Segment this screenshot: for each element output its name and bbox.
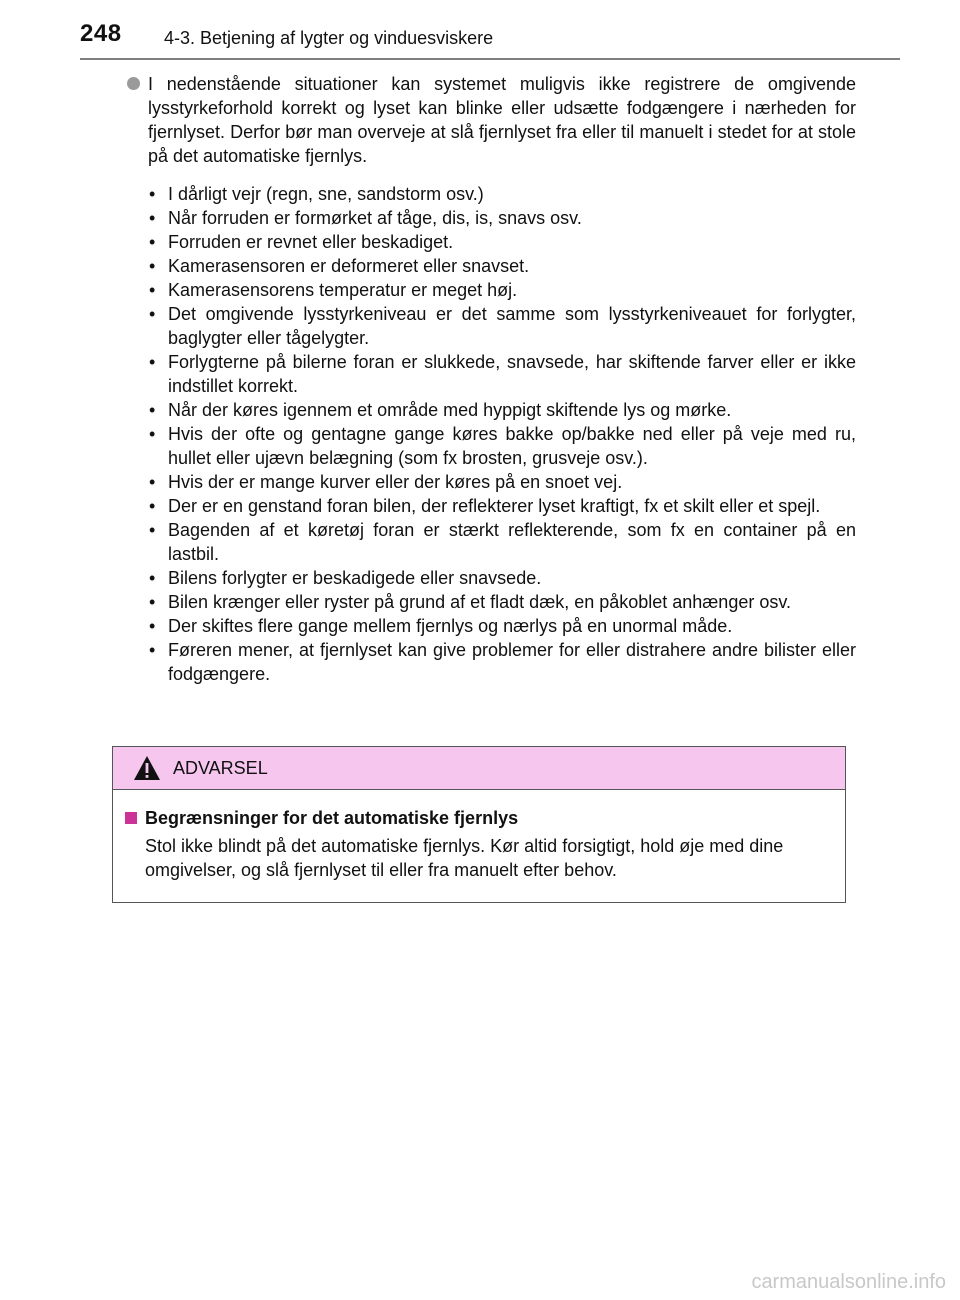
list-item: • Der skiftes flere gange mellem fjernlys og nærlys på en unormal måde. [148,614,856,638]
circle-bullet-icon [127,77,140,90]
list-item: • Hvis der ofte og gentagne gange køres bakke op/bakke ned eller på veje med ru, hullet eller ujævn belægning (som fx brosten, grusveje osv.). [148,422,856,470]
list-item: • Bilen krænger eller ryster på grund af et fladt dæk, en påkoblet anhænger osv. [148,590,856,614]
list-item: • Føreren mener, at fjernlyset kan give problemer for eller distrahere andre bilister eller fodgængere. [148,638,856,686]
page-header [80,18,900,54]
list-item: • Forlygterne på bilerne foran er slukkede, snavsede, har skiftende farver eller er ikke indstillet korrekt. [148,350,856,398]
warning-triangle-icon [133,755,161,781]
warning-body [113,790,845,882]
warning-box [112,746,846,903]
list-item: • Hvis der er mange kurver eller der køres på en snoet vej. [148,470,856,494]
situations-list [126,182,856,686]
warning-header [113,747,845,790]
warning-text: Stol ikke blindt på det automatiske fjernlys. Kør altid forsigtigt, hold øje med dine omgivelser, og slå fjernlyset til eller fra manuelt efter behov. [145,836,784,880]
list-item: • Kamerasensorens temperatur er meget høj. [148,278,856,302]
warning-heading-text: Begrænsninger for det automatiske fjernlys [145,808,519,828]
header-divider [80,58,900,60]
list-item: • Bilens forlygter er beskadigede eller snavsede. [148,566,856,590]
list-item: • Det omgivende lysstyrkeniveau er det samme som lysstyrkeniveauet for forlygter, baglygter eller tågelygter. [148,302,856,350]
list-item: • Der er en genstand foran bilen, der reflekterer lyset kraftigt, fx et skilt eller et spejl. [148,494,856,518]
list-item: • Når der køres igennem et område med hyppigt skiftende lys og mørke. [148,398,856,422]
list-item: • I dårligt vejr (regn, sne, sandstorm osv.) [148,182,856,206]
main-content [126,72,856,686]
watermark: carmanualsonline.info [751,1271,946,1293]
list-item: • Forruden er revnet eller beskadiget. [148,230,856,254]
list-item: • Når forruden er formørket af tåge, dis, is, snavs osv. [148,206,856,230]
section-title: 4-3. Betjening af lygter og vinduesviskere [164,28,494,48]
warning-heading [123,806,827,830]
list-item: • Kamerasensoren er deformeret eller snavset. [148,254,856,278]
square-bullet-icon [125,812,137,824]
page-number: 248 [80,20,122,47]
lead-paragraph-text: I nedenstående situationer kan systemet muligvis ikke registrere de omgivende lysstyrkeforhold korrekt og lyset kan blinke eller udsætte fodgængere i nærheden for fjernlyset. Derfor bør man overveje at slå fjernlyset fra eller til manuelt i stedet for at stole på det automatiske fjernlys. [148,74,856,166]
warning-title: ADVARSEL [173,758,268,778]
list-item: • Bagenden af et køretøj foran er stærkt reflekterende, som fx en container på en lastbil. [148,518,856,566]
lead-paragraph [126,72,856,168]
